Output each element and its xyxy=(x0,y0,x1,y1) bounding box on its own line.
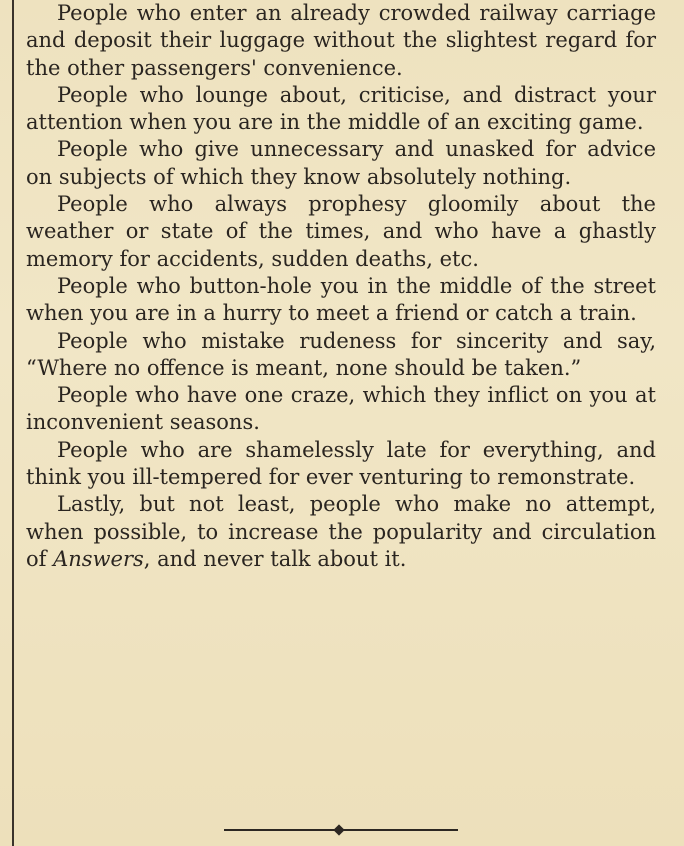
paragraph-8: People who are shamelessly late for everything, and think you ill-tempered for ever venturing to remonstrate. xyxy=(26,437,656,490)
paragraph-7: People who have one craze, which they inflict on you at inconvenient seasons. xyxy=(26,383,656,435)
paragraph-9-ending: , and never talk about it. xyxy=(143,546,407,571)
paragraph-9-text: Lastly, but not least, people who make no attempt, when possible, to increase the popularity and circulation of xyxy=(26,492,656,571)
column-rule xyxy=(12,0,14,846)
section-divider xyxy=(224,826,458,834)
paragraph-1: People who enter an already crowded railway carriage and deposit their luggage without the slightest regard for the other passengers' convenience. xyxy=(26,1,656,80)
article-column xyxy=(26,0,656,573)
paragraph-3: People who give unnecessary and unasked for advice on subjects of which they know absolutely nothing. xyxy=(26,137,656,189)
paragraph-9 xyxy=(26,491,656,573)
divider-ornament xyxy=(333,824,344,835)
paragraph-4: People who always prophesy gloomily about the weather or state of the times, and who have a ghastly memory for accidents, sudden deaths, etc. xyxy=(26,192,656,271)
paragraph-6: People who mistake rudeness for sincerity and say, “Where no offence is meant, none should be taken.” xyxy=(26,328,656,380)
paragraph-5: People who button-hole you in the middle of the street when you are in a hurry to meet a friend or catch a train. xyxy=(26,273,656,326)
publication-name: Answers xyxy=(53,546,144,571)
paragraph-2: People who lounge about, criticise, and distract your attention when you are in the middle of an exciting game. xyxy=(26,82,656,135)
